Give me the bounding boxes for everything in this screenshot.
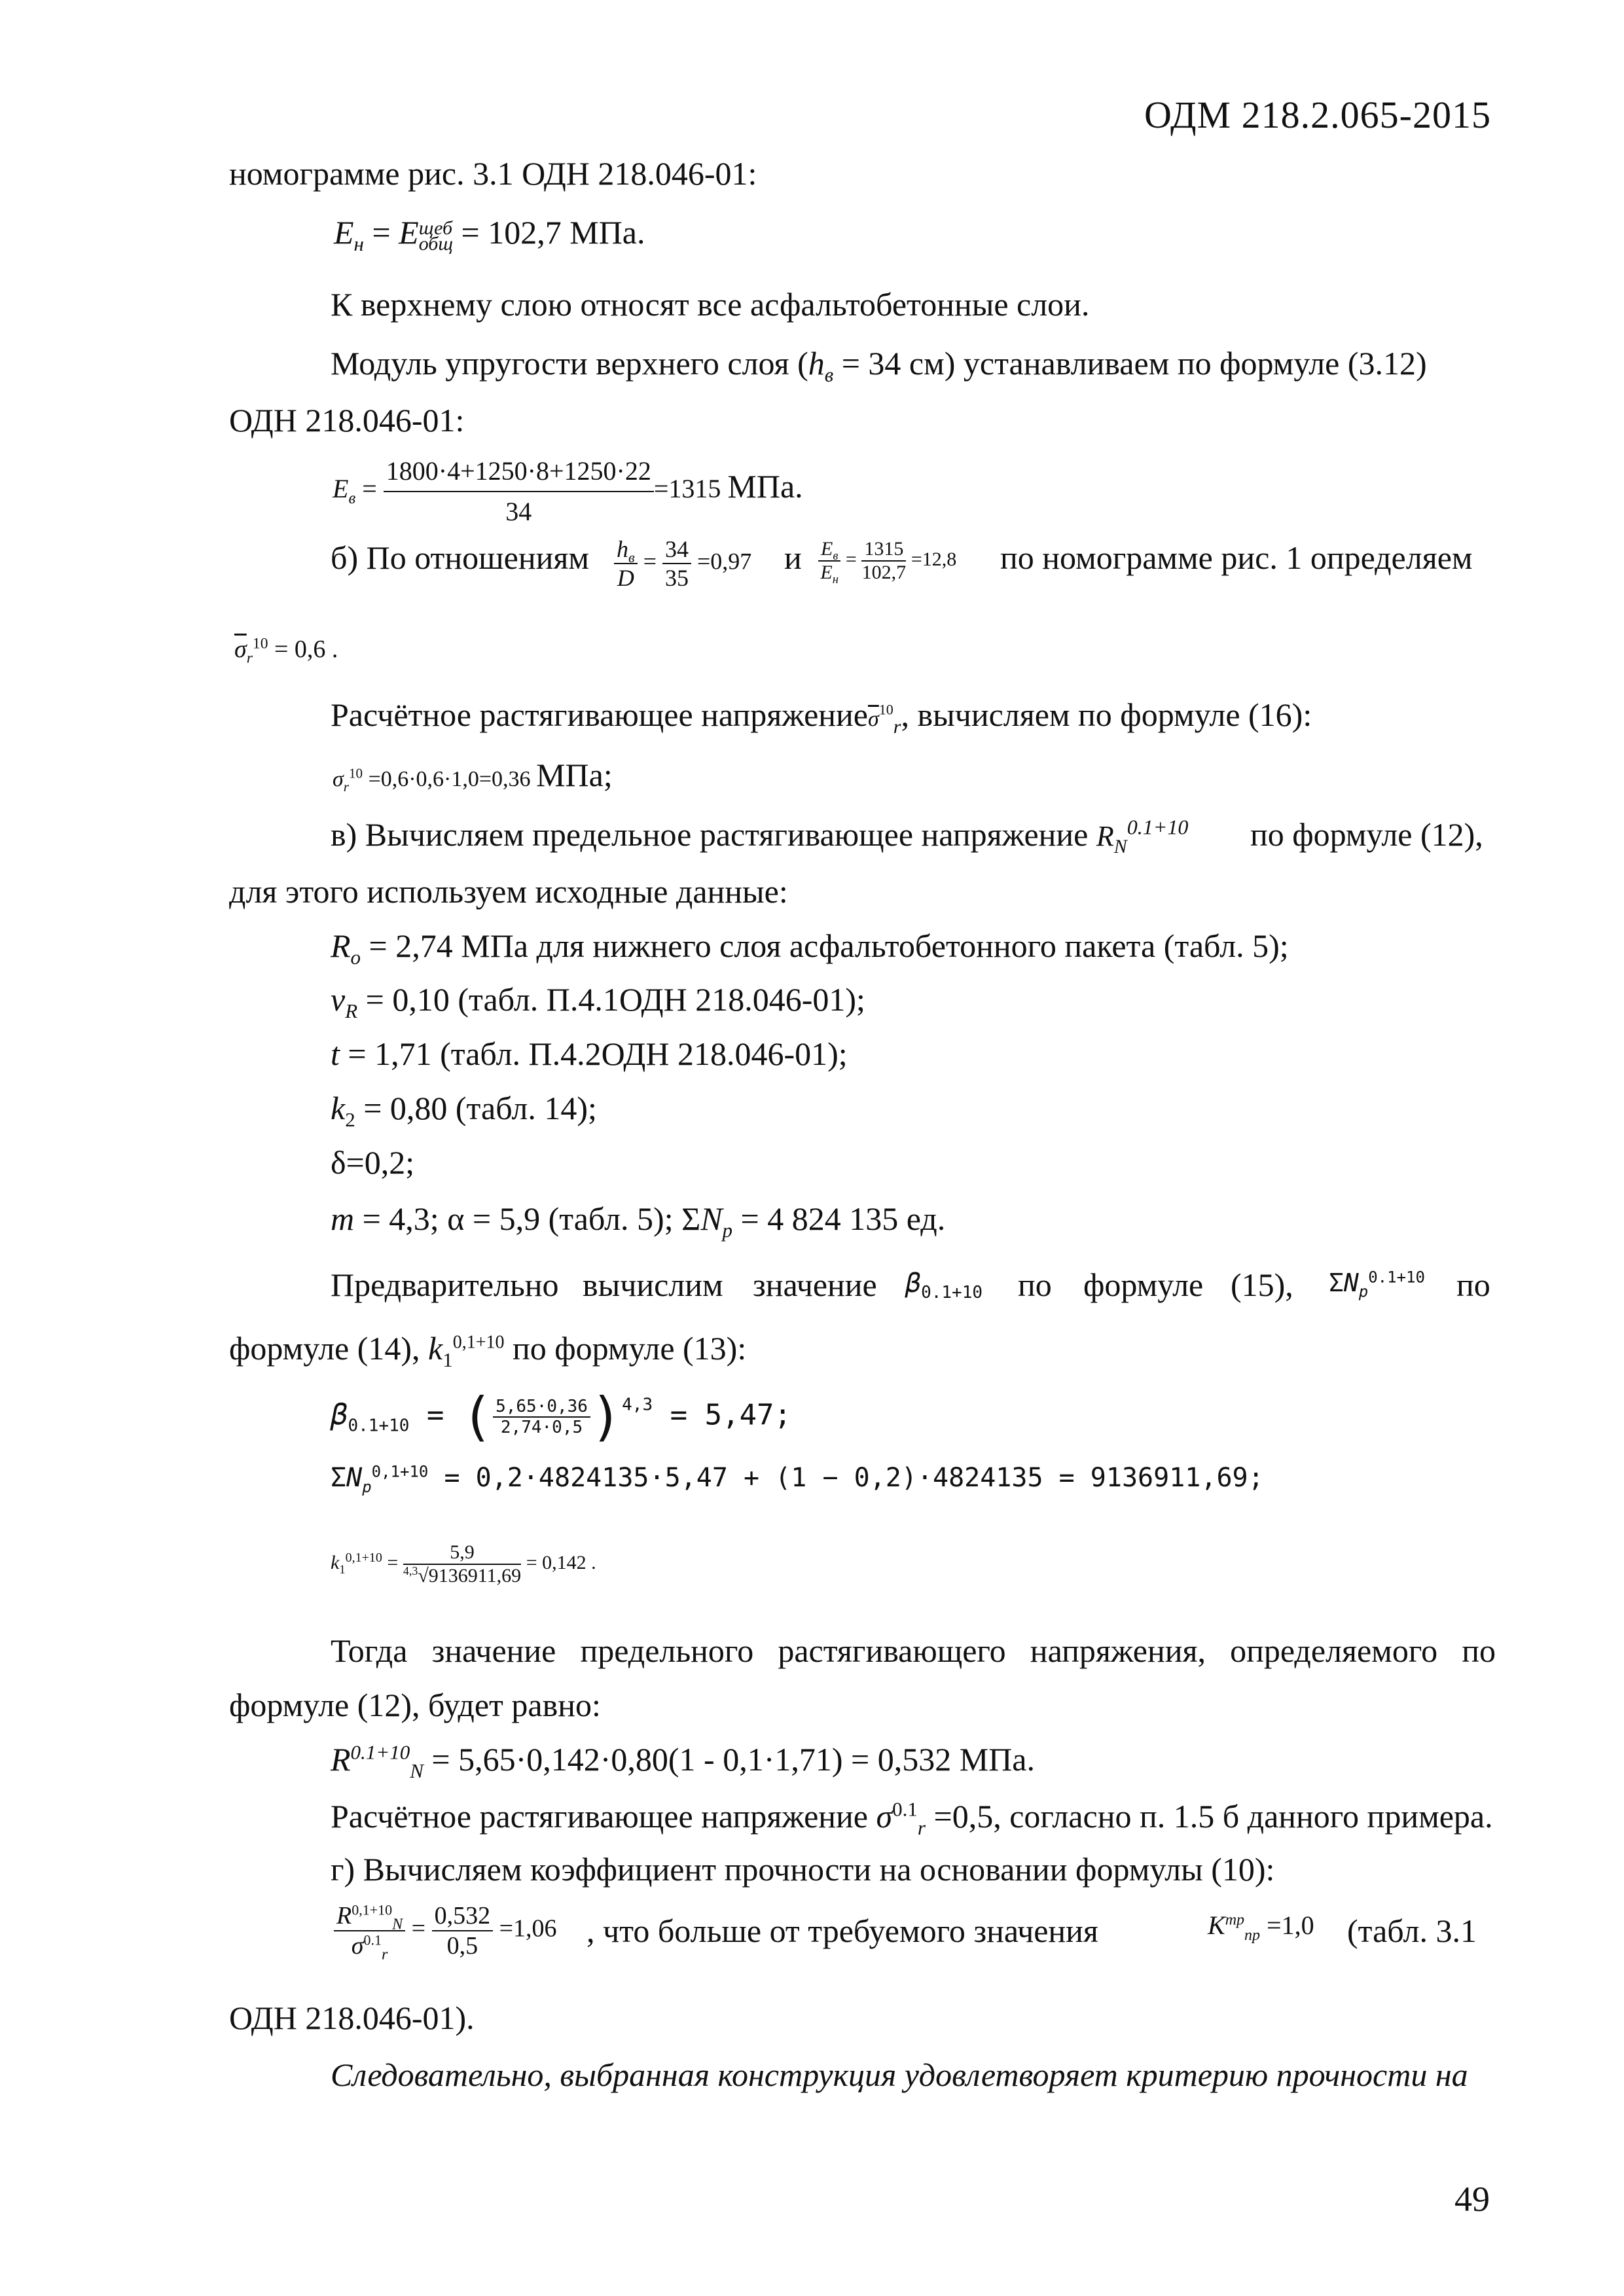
- page-number: 49: [1454, 2179, 1490, 2219]
- formula-sum: $\Sigma N_p^{0,1+10} = 0,2\cdot 4824135\cdot 5,47 + (1 - 0,2)\cdot 4824135 = 9136911,69$;: [331, 1462, 1264, 1496]
- data-line-r0: $R_o = 2,74$ МПа для нижнего слоя асфальтобетонного пакета (табл. 5);: [331, 927, 1289, 969]
- document-code: ОДМ 218.2.065-2015: [1144, 94, 1491, 136]
- paragraph-line: по номограмме рис. 1 определяем: [1000, 539, 1473, 576]
- paragraph-line: Расчётное растягивающее напряжение $\sigma^{0.1}_r =0,5$, согласно п. 1.5 б данного примера.: [331, 1797, 1493, 1839]
- paragraph-line: Модуль упругости верхнего слоя ($h_в = 34$ см) устанавливаем по формуле (3.12): [331, 345, 1427, 386]
- paragraph-line: , что больше от требуемого значения: [586, 1912, 1098, 1949]
- data-line-delta: δ=0,2;: [331, 1144, 415, 1181]
- paragraph-line: б) По отношениям: [331, 539, 589, 576]
- paragraph-line: Тогда значение предельного растягивающего напряжения, определяемого по: [331, 1632, 1496, 1669]
- paragraph-line: вычислим: [583, 1266, 723, 1303]
- paragraph-line: по: [1018, 1266, 1052, 1303]
- ratio-ee: $\frac{E_в}{E_н}$ = $\frac{1315}{102,7}$ =12,8: [818, 538, 956, 584]
- formula-sigma-calc: $\sigma_r^{10} =0,6\cdot 0,6\cdot 1,0=0,36$ МПа;: [333, 757, 613, 795]
- paragraph-line: Расчётное растягивающее $напряжение\overline{\sigma}^{10}_r$, вычисляем по формуле (16):: [331, 696, 1312, 738]
- formula-en: $E_н = E$ щеб общ = 102,7 МПа.: [334, 214, 645, 255]
- paragraph-line: формуле (14), $k_1^{0,1+10}$ по формуле (13):: [229, 1330, 747, 1371]
- ratio-hd: $\frac{h_в}{D}$ = $\frac{34}{35}$ =0,97: [614, 535, 751, 592]
- paragraph-line: К верхнему слою относят все асфальтобетонные слои.: [331, 286, 1090, 323]
- data-line-m: m = 4,3; α = 5,9 (табл. 5); $\Sigma N_p = 4$ 824 135 ед.: [331, 1200, 946, 1242]
- paragraph-line: по формуле (12),: [1250, 816, 1483, 853]
- paragraph-line: г) Вычисляем коэффициент прочности на основании формулы (10):: [331, 1851, 1275, 1888]
- and-word: и: [784, 539, 802, 576]
- data-line-vr: $v_R = 0,10$ (табл. П.4.1ОДН 218.046-01);: [331, 981, 865, 1022]
- beta-symbol: $\beta_{0.1+10}$: [905, 1268, 983, 1302]
- formula-ev: $E_в$ = $\frac{1800\cdot 4+1250\cdot 8+1250\cdot 22}{34}$ =1315 МПа.: [333, 452, 803, 531]
- paragraph-line: формуле (12), будет равно:: [229, 1687, 601, 1723]
- data-line-k2: $k_2 = 0,80$ (табл. 14);: [331, 1090, 597, 1131]
- formula-beta: $\beta_{0.1+10}$ = ( $\frac{5,65\cdot 0,36}{2,74\cdot 0,5}$ )$^{4,3}$ = 5,47;: [331, 1386, 792, 1447]
- formula-k: $\frac{R^{0,1+10}_N}{\sigma^{0.1}_r}$ = $\frac{0,532}{0,5}$ =1,06: [334, 1901, 557, 1960]
- paragraph-line: (15),: [1231, 1266, 1293, 1303]
- paragraph-line: Предварительно: [331, 1266, 559, 1303]
- paragraph-line: ОДН 218.046-01:: [229, 402, 465, 439]
- formula-kreq: $K^{тр}_{пр} =1,0$: [1208, 1910, 1314, 1944]
- paragraph-line: Следовательно, выбранная конструкция удовлетворяет критерию прочности на: [331, 2056, 1468, 2093]
- paragraph-line: номограмме рис. 3.1 ОДН 218.046-01:: [229, 155, 757, 192]
- paragraph-line: по: [1456, 1266, 1490, 1303]
- paragraph-line: ОДН 218.046-01).: [229, 2000, 475, 2036]
- paragraph-line: для этого используем исходные данные:: [229, 873, 788, 910]
- paragraph-line: в) Вычисляем предельное растягивающее напряжение $R_N^{0.1+10}$: [331, 815, 1189, 857]
- formula-sigma-bar: $\overline{\sigma}_r^{10} = 0,6$ .: [234, 635, 338, 667]
- paragraph-line: (табл. 3.1: [1347, 1912, 1477, 1949]
- paragraph-line: формуле: [1083, 1266, 1204, 1303]
- sum-symbol: $\Sigma N_p^{0.1+10}$: [1329, 1268, 1425, 1301]
- paragraph-line: значение: [753, 1266, 877, 1303]
- formula-k1: $k_1^{0,1+10}$ = $\frac{5,9}{^{4,3}√9136911,69}$ = 0,142 .: [331, 1541, 596, 1587]
- formula-rn: $R^{0.1+10}_N = 5,65\cdot 0,142\cdot 0,80(1 - 0,1\cdot 1,71) = 0,532$ МПа.: [331, 1740, 1035, 1782]
- data-line-t: t = 1,71 (табл. П.4.2ОДН 218.046-01);: [331, 1035, 848, 1072]
